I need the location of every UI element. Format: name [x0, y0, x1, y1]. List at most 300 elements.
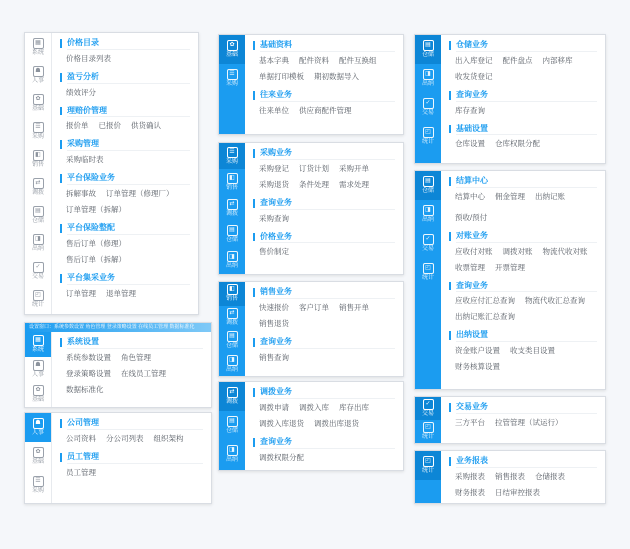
menu-link[interactable]: 员工管理 [66, 467, 96, 477]
exchange-icon: ✓ [423, 399, 434, 410]
menu-link-list [60, 119, 190, 133]
menu-link[interactable]: 采购登记 [259, 163, 289, 173]
menu-panel-warehouse[interactable] [414, 34, 606, 164]
menu-link[interactable]: 销售查询 [259, 352, 289, 362]
menu-link[interactable]: 调拨申请 [259, 402, 289, 412]
rail-item-label: 仓储 [225, 343, 238, 350]
rail-item-label: 采购 [225, 158, 238, 165]
menu-link[interactable]: 采购开单 [339, 163, 369, 173]
module-rail[interactable] [219, 282, 245, 376]
menu-link[interactable]: 物流代收汇总查询 [525, 296, 585, 306]
rail-item-label: 调拨 [225, 399, 238, 406]
menu-group [253, 149, 395, 192]
menu-group [60, 274, 190, 301]
gear-icon: ✿ [33, 447, 44, 458]
menu-group [449, 125, 597, 152]
rail-item-label: 调拨 [225, 211, 238, 218]
menu-link[interactable]: 销售退货 [259, 318, 289, 328]
rail-item-label: 采购 [31, 488, 44, 495]
menu-link[interactable]: 收支类目设置 [510, 346, 555, 356]
swap-icon: ⇄ [227, 199, 238, 210]
gear-icon: ✿ [227, 40, 238, 51]
menu-link[interactable]: 销售报表 [495, 471, 525, 481]
rail-item-仓储[interactable] [219, 411, 245, 440]
rail-item-调拨[interactable] [25, 173, 51, 201]
menu-link[interactable]: 调拨入库退货 [259, 418, 304, 428]
rail-item-label: 出纳 [225, 457, 238, 464]
rail-item-label: 仓储 [31, 218, 44, 225]
menu-link[interactable]: 订单管理（修理厂） [106, 188, 174, 198]
rail-item-人事[interactable] [25, 357, 51, 382]
menu-link-list [449, 190, 597, 204]
module-rail[interactable] [415, 451, 441, 503]
menu-link-list [253, 451, 395, 465]
menu-link-list [60, 466, 203, 480]
menu-link-list [253, 401, 395, 431]
menu-group [60, 107, 190, 134]
rail-item-label: 调拨 [225, 319, 238, 326]
menu-group [449, 211, 597, 225]
module-rail[interactable] [415, 171, 441, 389]
rail-item-交易[interactable] [415, 93, 441, 122]
rail-item-统计[interactable] [415, 451, 441, 480]
rail-item-label: 统计 [421, 434, 434, 441]
menu-link[interactable]: 三方平台 [455, 417, 485, 427]
menu-body [441, 451, 605, 503]
menu-group [60, 140, 190, 167]
rail-item-统计[interactable] [25, 286, 51, 314]
chart-icon: ◰ [423, 127, 434, 138]
menu-link[interactable]: 系统参数设置 [66, 352, 111, 362]
rail-item-基础[interactable] [25, 442, 51, 471]
module-rail[interactable] [25, 413, 52, 503]
menu-link[interactable]: 在线员工管理 [121, 368, 166, 378]
rail-item-销售[interactable] [25, 145, 51, 173]
menu-group-title: 对账业务 [449, 232, 597, 241]
menu-link-list [449, 416, 597, 430]
menu-link[interactable]: 条件处理 [299, 179, 329, 189]
menu-link[interactable]: 采购查询 [259, 213, 289, 223]
menu-link[interactable]: 售价制定 [259, 247, 289, 257]
menu-group-title: 出纳设置 [449, 331, 597, 340]
menu-group [253, 41, 395, 84]
rail-item-采购[interactable] [25, 117, 51, 145]
menu-group-title: 公司管理 [60, 419, 203, 428]
rail-item-系统[interactable] [25, 332, 51, 357]
menu-group-title: 业务报表 [449, 457, 597, 466]
menu-link-list [253, 301, 395, 331]
rail-item-label: 交易 [31, 274, 44, 281]
menu-group-title: 基础设置 [449, 125, 597, 134]
menu-group [449, 282, 597, 325]
menu-link[interactable]: 往来单位 [259, 105, 289, 115]
rail-item-label: 出纳 [421, 81, 434, 88]
rail-item-交易[interactable] [415, 397, 441, 420]
menu-body [52, 332, 211, 407]
module-rail[interactable] [415, 35, 441, 163]
menu-link[interactable]: 调拨入库 [299, 402, 329, 412]
rail-item-label: 基础 [31, 459, 44, 466]
menu-link[interactable]: 售后订单（修理） [66, 238, 126, 248]
menu-link[interactable]: 佣金管理 [495, 191, 525, 201]
menu-group-title: 价格目录 [60, 39, 190, 48]
cart-icon: ☰ [227, 69, 238, 80]
rail-item-label: 出纳 [31, 246, 44, 253]
menu-link[interactable]: 拉管管理（试运行） [495, 417, 563, 427]
menu-group-title: 查询业务 [253, 338, 395, 347]
menu-group [60, 224, 190, 267]
box-icon: ▤ [423, 176, 434, 187]
menu-group [253, 388, 395, 431]
rail-item-label: 销售 [225, 184, 238, 191]
menu-group [253, 91, 395, 118]
cart-icon: ☰ [227, 147, 238, 158]
menu-link-list [253, 104, 395, 118]
menu-link-list [449, 137, 597, 151]
menu-link[interactable]: 快速报价 [259, 302, 289, 312]
exchange-icon: ✓ [423, 234, 434, 245]
menu-group-title: 平台集采业务 [60, 274, 190, 283]
menu-link-list [449, 470, 597, 500]
menu-link[interactable]: 预收/预付 [455, 212, 488, 222]
menu-link-list [253, 162, 395, 192]
exchange-icon: ✓ [33, 262, 44, 273]
rail-item-采购[interactable] [219, 143, 245, 169]
box-icon: ▤ [423, 40, 434, 51]
menu-link-list [449, 211, 597, 225]
grid-icon: ▦ [33, 335, 44, 346]
menu-link[interactable]: 采购退货 [259, 179, 289, 189]
rail-item-销售[interactable] [219, 169, 245, 195]
menu-panel-trade[interactable] [414, 396, 606, 444]
menu-group-title: 采购管理 [60, 140, 190, 149]
menu-link[interactable]: 出入库登记 [455, 55, 493, 65]
rail-item-label: 基础 [31, 397, 44, 404]
menu-link[interactable]: 组织架构 [153, 433, 184, 443]
rail-item-交易[interactable] [25, 258, 51, 286]
rail-item-系统[interactable] [25, 33, 51, 61]
menu-link[interactable]: 需求处理 [339, 179, 369, 189]
rail-item-基础[interactable] [25, 89, 51, 117]
menu-link[interactable]: 分公司列表 [106, 433, 144, 443]
swap-icon: ⇄ [227, 387, 238, 398]
rail-item-label: 采购 [225, 81, 238, 88]
rail-item-出纳[interactable] [219, 248, 245, 274]
menu-group-title: 员工管理 [60, 453, 203, 462]
gear-icon: ✿ [33, 94, 44, 105]
menu-link[interactable]: 收发货登记 [455, 71, 493, 81]
rail-item-label: 仓储 [421, 52, 434, 59]
menu-panel-sales[interactable] [218, 281, 404, 377]
menu-group [60, 419, 203, 446]
box-icon: ▤ [227, 331, 238, 342]
rail-item-基础[interactable] [25, 382, 51, 407]
rail-item-出纳[interactable] [415, 200, 441, 229]
rail-item-销售[interactable] [219, 282, 245, 306]
menu-link[interactable]: 仓库设置 [455, 139, 485, 149]
menu-link-list [253, 245, 395, 259]
tag-icon: ◧ [227, 173, 238, 184]
people-icon: ☗ [33, 66, 44, 77]
rail-item-采购[interactable] [25, 471, 51, 500]
menu-group [253, 338, 395, 365]
menu-link[interactable]: 库存出库 [339, 402, 369, 412]
menu-link-list [449, 294, 597, 324]
menu-link[interactable]: 数据标准化 [66, 384, 104, 394]
menu-group-title: 价格业务 [253, 233, 395, 242]
module-rail[interactable] [415, 397, 441, 443]
menu-link[interactable]: 单据打印模板 [259, 71, 304, 81]
menu-link[interactable]: 期初数据导入 [314, 71, 359, 81]
menu-panel-base[interactable] [218, 34, 404, 135]
menu-link[interactable]: 供应商配件管理 [299, 105, 352, 115]
menu-group [449, 457, 597, 500]
menu-panel-settings[interactable] [24, 322, 212, 408]
people-icon: ☗ [33, 418, 44, 429]
chart-icon: ◰ [33, 290, 44, 301]
menu-link[interactable]: 已报价 [98, 121, 121, 131]
menu-link[interactable]: 调拨对账 [502, 246, 533, 256]
menu-link[interactable]: 售后订单（拆解） [66, 254, 126, 264]
menu-group-title: 系统设置 [60, 338, 203, 347]
menu-link[interactable]: 调拨权限分配 [259, 452, 304, 462]
menu-link[interactable]: 配件盘点 [502, 55, 533, 65]
menu-link-list [253, 212, 395, 226]
rail-item-调拨[interactable] [219, 382, 245, 411]
menu-link[interactable]: 调拨出库退货 [314, 418, 359, 428]
menu-link[interactable]: 内部移库 [542, 55, 573, 65]
menu-link[interactable]: 采购报表 [455, 471, 485, 481]
rail-item-label: 人事 [31, 77, 44, 84]
rail-item-label: 出纳 [225, 263, 238, 270]
menu-body [245, 282, 403, 376]
rail-item-label: 系统 [31, 347, 44, 354]
menu-group-title: 理赔价管理 [60, 107, 190, 116]
menu-link-list [60, 187, 190, 217]
swap-icon: ⇄ [33, 178, 44, 189]
tag-icon: ◧ [33, 150, 44, 161]
menu-link[interactable]: 价格目录列表 [66, 53, 111, 63]
menu-group-title: 销售业务 [253, 288, 395, 297]
menu-link[interactable]: 应收应付汇总查询 [455, 296, 515, 306]
menu-link-list [60, 153, 190, 167]
module-rail[interactable] [25, 33, 52, 314]
menu-link[interactable]: 财务核算设置 [455, 362, 500, 372]
menu-group-title: 查询业务 [253, 199, 395, 208]
rail-item-人事[interactable] [25, 61, 51, 89]
rail-item-label: 统计 [421, 468, 434, 475]
menu-link[interactable]: 客户订单 [299, 302, 329, 312]
swap-icon: ⇄ [227, 308, 238, 319]
menu-body [52, 33, 198, 314]
exchange-icon: ✓ [423, 98, 434, 109]
menu-link[interactable]: 结算中心 [455, 191, 485, 201]
menu-panel-pricing[interactable] [24, 32, 199, 315]
menu-link[interactable]: 退单管理 [106, 288, 136, 298]
rail-item-基础[interactable] [219, 35, 245, 64]
wallet-icon: ◨ [423, 69, 434, 80]
menu-panel-cashier[interactable] [414, 170, 606, 390]
menu-link[interactable]: 财务报表 [455, 487, 485, 497]
menu-link[interactable]: 供货确认 [131, 121, 161, 131]
module-rail[interactable] [219, 382, 245, 470]
menu-link[interactable]: 订单管理（拆解） [66, 204, 126, 214]
menu-body [245, 143, 403, 274]
menu-link[interactable]: 登录策略设置 [66, 368, 111, 378]
menu-link-list [60, 432, 203, 446]
people-icon: ☗ [33, 360, 44, 371]
rail-item-统计[interactable] [415, 420, 441, 443]
rail-item-仓储[interactable] [25, 202, 51, 230]
menu-group [449, 403, 597, 430]
menu-body [245, 35, 403, 134]
menu-group [253, 199, 395, 226]
rail-item-label: 人事 [31, 372, 44, 379]
menu-group-title: 交易业务 [449, 403, 597, 412]
rail-item-统计[interactable] [415, 122, 441, 151]
rail-item-仓储[interactable] [219, 329, 245, 353]
rail-item-采购[interactable] [219, 64, 245, 93]
menu-link-list [449, 245, 597, 275]
menu-group-title: 调拨业务 [253, 388, 395, 397]
menu-body [441, 35, 605, 163]
chart-icon: ◰ [423, 263, 434, 274]
rail-item-label: 调拨 [31, 190, 44, 197]
menu-link-list [60, 237, 190, 267]
menu-body [441, 171, 605, 389]
rail-item-label: 仓储 [225, 237, 238, 244]
menu-panel-transfer[interactable] [218, 381, 404, 471]
menu-group [60, 453, 203, 480]
menu-panel-hr[interactable] [24, 412, 212, 504]
module-rail[interactable] [219, 143, 245, 274]
menu-link[interactable]: 订货计划 [299, 163, 329, 173]
menu-link[interactable]: 仓储报表 [535, 471, 565, 481]
menu-group [253, 438, 395, 465]
menu-link[interactable]: 库存查询 [455, 105, 485, 115]
menu-link-list [449, 54, 597, 84]
menu-link-list [449, 344, 597, 374]
module-rail[interactable] [25, 332, 52, 407]
rail-item-调拨[interactable] [219, 306, 245, 330]
chart-icon: ◰ [423, 422, 434, 433]
grid-icon: ▦ [33, 38, 44, 49]
menu-group-title: 平台保险整配 [60, 224, 190, 233]
tag-icon: ◧ [227, 284, 238, 295]
menu-group [449, 232, 597, 275]
menu-body [441, 397, 605, 443]
menu-link-list [60, 86, 190, 100]
menu-panel-stats[interactable] [414, 450, 606, 504]
rail-item-label: 出纳 [225, 366, 238, 373]
menu-link[interactable]: 资金账户设置 [455, 346, 500, 356]
menu-link[interactable]: 开票管理 [495, 262, 525, 272]
menu-link-list [60, 351, 203, 397]
wallet-icon: ◨ [423, 205, 434, 216]
menu-link[interactable]: 采购临时表 [66, 155, 104, 165]
menu-group-title: 查询业务 [449, 282, 597, 291]
menu-link-list [253, 351, 395, 365]
menu-panel-purchase[interactable] [218, 142, 404, 275]
rail-item-仓储[interactable] [415, 171, 441, 200]
rail-item-label: 统计 [31, 302, 44, 309]
menu-link[interactable]: 拆解事故 [66, 188, 96, 198]
settings-titlebar: 设置窗口：系统参数设置 角色管理 登录策略设置 在线员工管理 数据标准化 [25, 323, 211, 332]
menu-group [253, 233, 395, 260]
menu-link[interactable]: 销售开单 [339, 302, 369, 312]
menu-group [449, 41, 597, 84]
rail-item-label: 出纳 [421, 217, 434, 224]
rail-item-仓储[interactable] [219, 222, 245, 248]
menu-link[interactable]: 配件资料 [299, 55, 329, 65]
menu-link-list [253, 54, 395, 84]
rail-item-label: 采购 [31, 133, 44, 140]
wallet-icon: ◨ [33, 234, 44, 245]
menu-link[interactable]: 公司资料 [66, 433, 96, 443]
rail-item-出纳[interactable] [219, 353, 245, 377]
rail-item-交易[interactable] [415, 229, 441, 258]
menu-group-title: 结算中心 [449, 177, 597, 186]
rail-item-人事[interactable] [25, 413, 51, 442]
gear-icon: ✿ [33, 385, 44, 396]
menu-group [60, 338, 203, 397]
menu-link[interactable]: 基本字典 [259, 55, 289, 65]
menu-link[interactable]: 仓库权限分配 [495, 139, 540, 149]
rail-item-label: 交易 [421, 110, 434, 117]
rail-item-调拨[interactable] [219, 195, 245, 221]
rail-item-统计[interactable] [415, 258, 441, 287]
menu-group-title: 基础资料 [253, 41, 395, 50]
menu-body [52, 413, 211, 503]
menu-link-list [60, 52, 190, 66]
rail-item-label: 交易 [421, 246, 434, 253]
menu-body [245, 382, 403, 470]
menu-link[interactable]: 物流代收对账 [542, 246, 588, 256]
chart-icon: ◰ [423, 456, 434, 467]
box-icon: ▤ [33, 206, 44, 217]
menu-link[interactable]: 绩效评分 [66, 87, 96, 97]
wallet-icon: ◨ [227, 251, 238, 262]
rail-item-label: 统计 [421, 275, 434, 282]
menu-link[interactable]: 出纳记账汇总查询 [455, 312, 515, 322]
wallet-icon: ◨ [227, 445, 238, 456]
menu-group-title: 平台保险业务 [60, 174, 190, 183]
rail-item-出纳[interactable] [219, 440, 245, 469]
cart-icon: ☰ [33, 476, 44, 487]
rail-item-label: 仓储 [225, 428, 238, 435]
menu-link[interactable]: 订单管理 [66, 288, 96, 298]
menu-link[interactable]: 收票管理 [455, 262, 485, 272]
menu-group [449, 177, 597, 204]
rail-item-出纳[interactable] [415, 64, 441, 93]
menu-link[interactable]: 配件互换组 [339, 55, 377, 65]
menu-link[interactable]: 日结审控报表 [495, 487, 540, 497]
menu-link[interactable]: 应收付对账 [455, 246, 493, 256]
module-rail[interactable] [219, 35, 245, 134]
rail-item-出纳[interactable] [25, 230, 51, 258]
menu-group [449, 331, 597, 374]
menu-link[interactable]: 报价单 [66, 121, 89, 131]
menu-group-title: 查询业务 [253, 438, 395, 447]
menu-link[interactable]: 出纳记账 [535, 191, 565, 201]
rail-item-仓储[interactable] [415, 35, 441, 64]
menu-group-title: 采购业务 [253, 149, 395, 158]
menu-group-title: 盈亏分析 [60, 73, 190, 82]
menu-link[interactable]: 角色管理 [121, 352, 151, 362]
menu-group [60, 174, 190, 217]
menu-link-list [60, 287, 190, 301]
rail-item-label: 系统 [31, 49, 44, 56]
